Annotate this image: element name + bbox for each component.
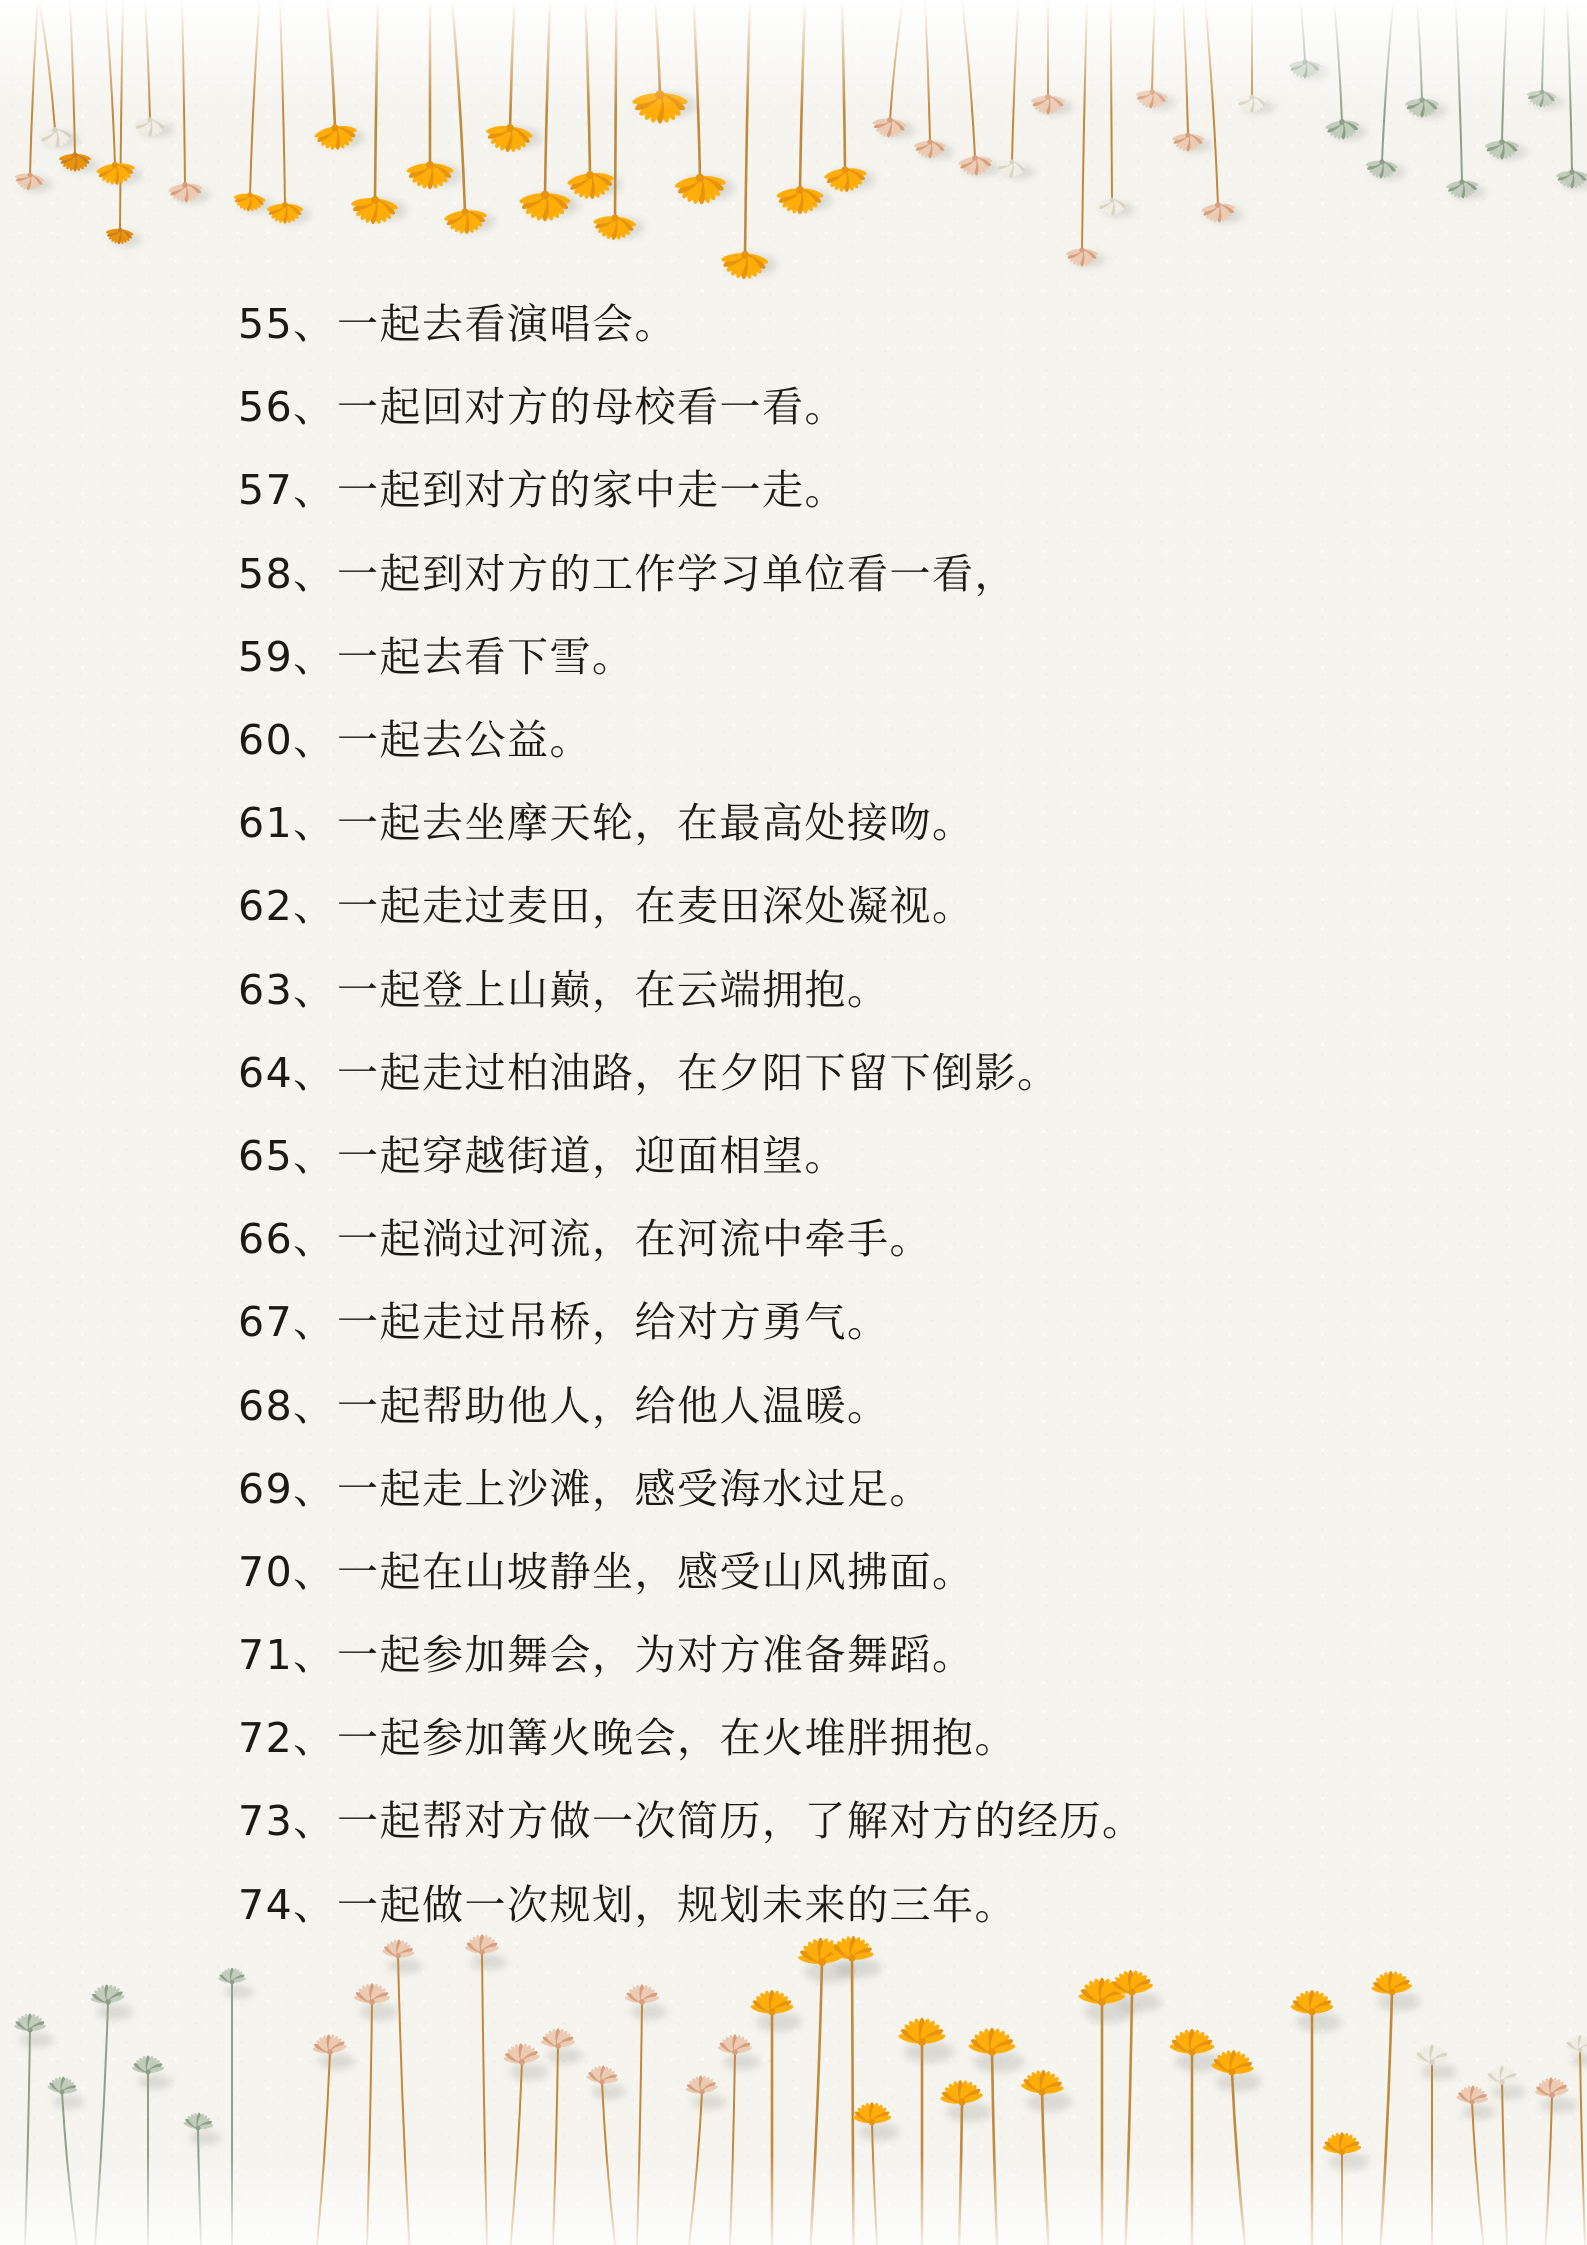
item-number: 71、 — [238, 1631, 336, 1680]
item-number: 69、 — [238, 1464, 336, 1513]
item-text: 一起回对方的母校看一看。 — [337, 383, 847, 432]
item-number: 55、 — [238, 300, 336, 349]
list-item — [238, 695, 1467, 778]
item-text: 一起登上山巅，在云端拥抱。 — [337, 965, 890, 1014]
list-item — [238, 1277, 1467, 1360]
item-number: 74、 — [238, 1880, 336, 1929]
item-text: 一起穿越街道，迎面相望。 — [337, 1131, 847, 1180]
item-number: 60、 — [238, 716, 336, 765]
standing-dried-flowers-decoration — [0, 1925, 1587, 2245]
item-text: 一起走过吊桥，给对方勇气。 — [337, 1298, 890, 1347]
list-item — [238, 279, 1467, 362]
item-text: 一起到对方的家中走一走。 — [337, 466, 847, 515]
top-white-fade — [0, 0, 1587, 110]
list-item — [238, 1360, 1467, 1443]
list-item — [238, 612, 1467, 695]
bottom-white-fade — [0, 2155, 1587, 2245]
item-text: 一起淌过河流，在河流中牵手。 — [337, 1215, 932, 1264]
list-item — [238, 1028, 1467, 1111]
list-item — [238, 861, 1467, 944]
item-number: 58、 — [238, 549, 336, 598]
item-text: 一起到对方的工作学习单位看一看， — [337, 549, 1017, 598]
list-item — [238, 778, 1467, 861]
item-text: 一起走过柏油路，在夕阳下留下倒影。 — [337, 1048, 1060, 1097]
item-text: 一起参加篝火晚会，在火堆胖拥抱。 — [337, 1714, 1017, 1763]
item-text: 一起去看演唱会。 — [337, 300, 677, 349]
list-item — [238, 1111, 1467, 1194]
list-item — [238, 1860, 1467, 1943]
list-item — [238, 362, 1467, 445]
list-item — [238, 445, 1467, 528]
item-number: 56、 — [238, 383, 336, 432]
item-text: 一起去公益。 — [337, 716, 592, 765]
item-text: 一起去坐摩天轮，在最高处接吻。 — [337, 799, 975, 848]
list-item — [238, 945, 1467, 1028]
item-number: 62、 — [238, 882, 336, 931]
item-number: 63、 — [238, 965, 336, 1014]
list-item — [238, 1776, 1467, 1859]
list-item — [238, 1194, 1467, 1277]
item-text: 一起走上沙滩，感受海水过足。 — [337, 1464, 932, 1513]
item-number: 68、 — [238, 1381, 336, 1430]
item-text: 一起在山坡静坐，感受山风拂面。 — [337, 1547, 975, 1596]
item-number: 59、 — [238, 632, 336, 681]
list-item — [238, 1527, 1467, 1610]
item-number: 61、 — [238, 799, 336, 848]
item-text: 一起参加舞会，为对方准备舞蹈。 — [337, 1631, 975, 1680]
item-number: 65、 — [238, 1131, 336, 1180]
item-text: 一起做一次规划，规划未来的三年。 — [337, 1880, 1017, 1929]
item-text: 一起去看下雪。 — [337, 632, 635, 681]
hanging-dried-flowers-decoration — [0, 0, 1587, 320]
item-number: 70、 — [238, 1547, 336, 1596]
item-text: 一起帮助他人，给他人温暖。 — [337, 1381, 890, 1430]
item-number: 66、 — [238, 1215, 336, 1264]
item-text: 一起帮对方做一次简历，了解对方的经历。 — [337, 1797, 1145, 1846]
item-number: 64、 — [238, 1048, 336, 1097]
numbered-list — [238, 279, 1467, 1943]
item-number: 72、 — [238, 1714, 336, 1763]
item-number: 73、 — [238, 1797, 336, 1846]
list-item — [238, 1610, 1467, 1693]
item-number: 57、 — [238, 466, 336, 515]
list-item — [238, 1444, 1467, 1527]
item-text: 一起走过麦田，在麦田深处凝视。 — [337, 882, 975, 931]
item-number: 67、 — [238, 1298, 336, 1347]
list-item — [238, 1693, 1467, 1776]
list-item — [238, 529, 1467, 612]
